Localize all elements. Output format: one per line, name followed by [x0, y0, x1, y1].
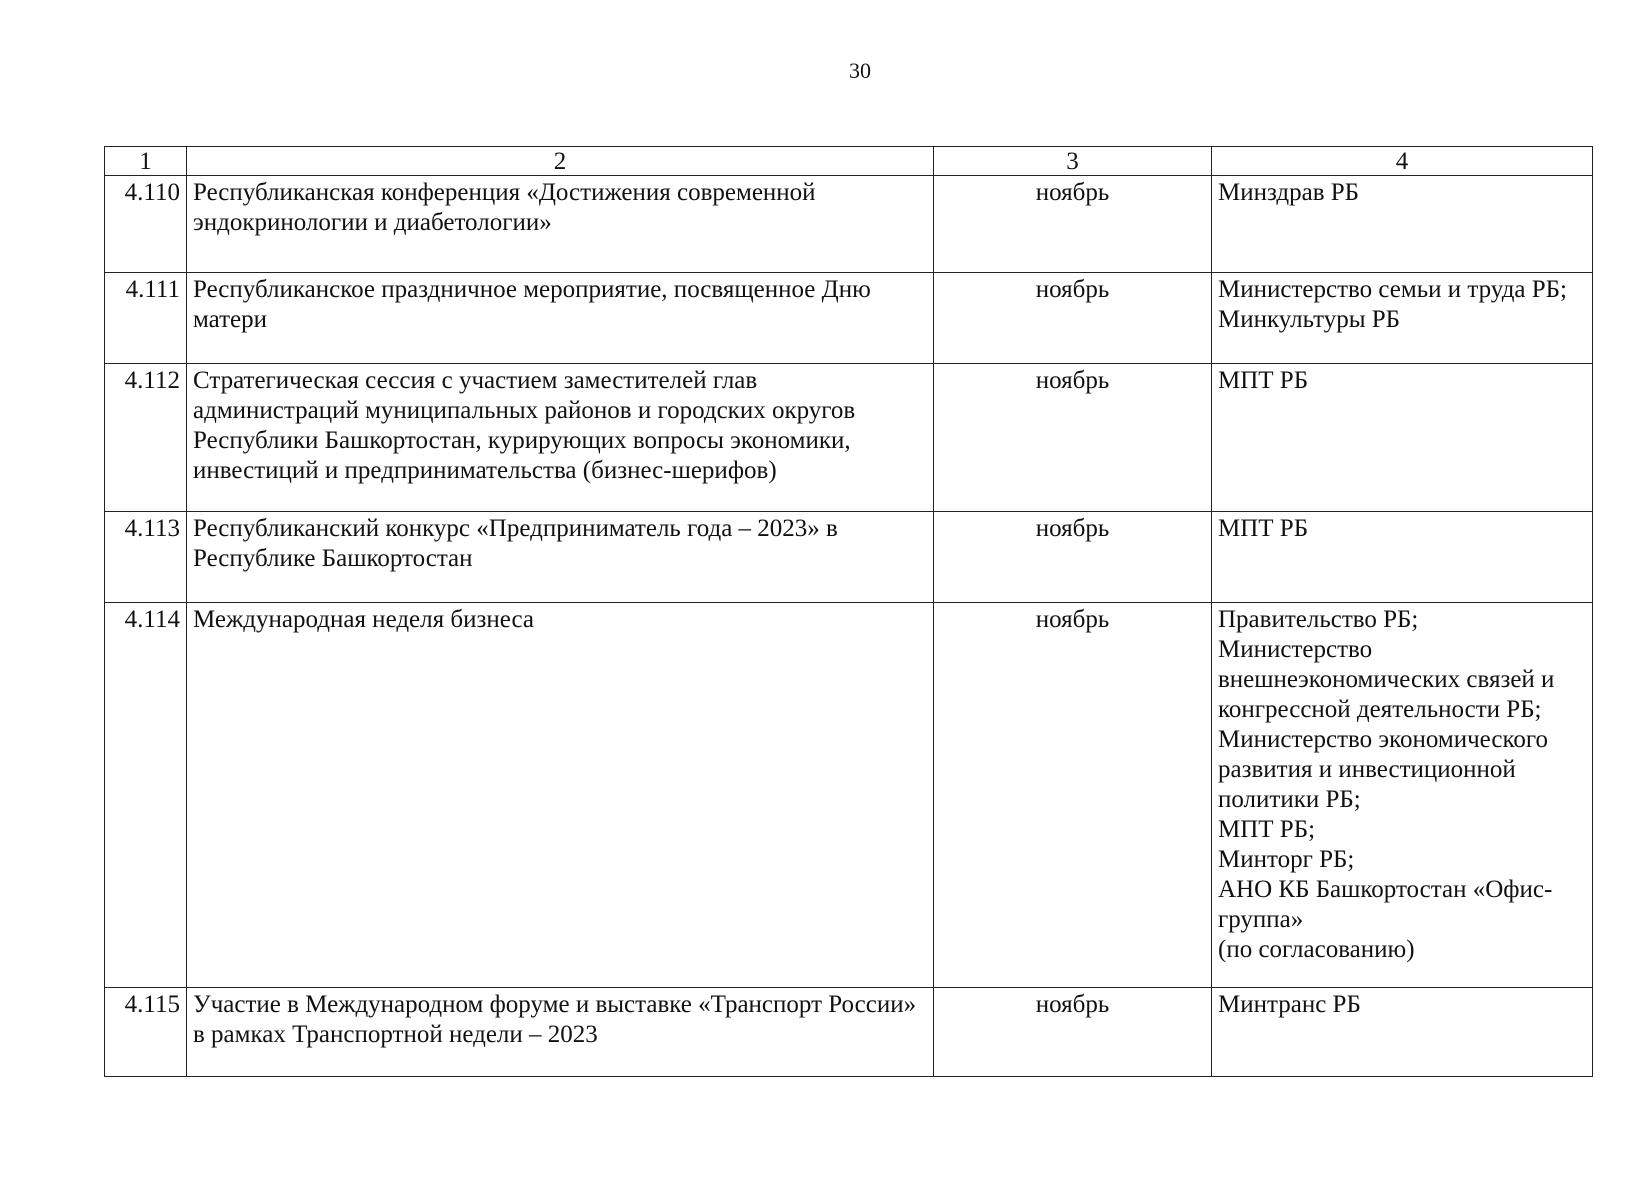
- column-header-1: 1: [105, 147, 187, 176]
- item-number: 4.112: [105, 364, 187, 512]
- item-number: 4.115: [105, 988, 187, 1077]
- event-period: ноябрь: [934, 603, 1212, 988]
- table-row: [105, 364, 1593, 512]
- column-header-4: 4: [1212, 147, 1593, 176]
- responsible-entry: Минкультуры РБ: [1218, 306, 1401, 333]
- item-number: 4.110: [105, 176, 187, 273]
- responsible-cell: [1212, 512, 1593, 603]
- event-period: ноябрь: [934, 512, 1212, 603]
- responsible-entry: Министерство экономического развития и инвестиционной политики РБ;: [1218, 726, 1548, 813]
- page-number: 30: [849, 58, 871, 83]
- event-description: Участие в Международном форуме и выставке «Транспорт России» в рамках Транспортной недели – 2023: [187, 988, 934, 1077]
- responsible-cell: [1212, 603, 1593, 988]
- responsible-entry: МПТ РБ;: [1218, 816, 1316, 843]
- responsible-entry: Минтранс РБ: [1218, 991, 1361, 1018]
- column-header-2: 2: [187, 147, 934, 176]
- table-row: [105, 176, 1593, 273]
- table-row: [105, 273, 1593, 364]
- table-header-row: [105, 147, 1593, 176]
- responsible-entry: Минздрав РБ: [1218, 179, 1360, 206]
- table-row: [105, 512, 1593, 603]
- item-number: 4.113: [105, 512, 187, 603]
- event-period: ноябрь: [934, 176, 1212, 273]
- event-description: Стратегическая сессия с участием заместителей глав администраций муниципальных районов и городских округов Республики Башкортостан, курирующих вопросы экономики, инвестиций и предпринимательства (бизнес-шерифов): [187, 364, 934, 512]
- responsible-entry: Министерство внешнеэкономических связей и конгрессной деятельности РБ;: [1218, 636, 1555, 723]
- responsible-cell: [1212, 273, 1593, 364]
- responsible-cell: [1212, 176, 1593, 273]
- responsible-entry: Минторг РБ;: [1218, 846, 1355, 873]
- event-description: Республиканский конкурс «Предприниматель года – 2023» в Республике Башкортостан: [187, 512, 934, 603]
- table-row: [105, 988, 1593, 1077]
- responsible-entry: (по согласованию): [1218, 936, 1415, 963]
- event-period: ноябрь: [934, 364, 1212, 512]
- column-header-3: 3: [934, 147, 1212, 176]
- responsible-entry: Правительство РБ;: [1218, 606, 1419, 633]
- event-description: Международная неделя бизнеса: [187, 603, 934, 988]
- event-description: Республиканская конференция «Достижения современной эндокринологии и диабетологии»: [187, 176, 934, 273]
- responsible-entry: МПТ РБ: [1218, 515, 1309, 542]
- event-period: ноябрь: [934, 988, 1212, 1077]
- responsible-entry: АНО КБ Башкортостан «Офис-группа»: [1218, 876, 1553, 933]
- responsible-entry: Министерство семьи и труда РБ;: [1218, 276, 1567, 303]
- table-row: [105, 603, 1593, 988]
- responsible-cell: [1212, 364, 1593, 512]
- event-description: Республиканское праздничное мероприятие, посвященное Дню матери: [187, 273, 934, 364]
- responsible-cell: [1212, 988, 1593, 1077]
- event-period: ноябрь: [934, 273, 1212, 364]
- item-number: 4.114: [105, 603, 187, 988]
- responsible-entry: МПТ РБ: [1218, 367, 1309, 394]
- events-table: [104, 146, 1593, 1077]
- item-number: 4.111: [105, 273, 187, 364]
